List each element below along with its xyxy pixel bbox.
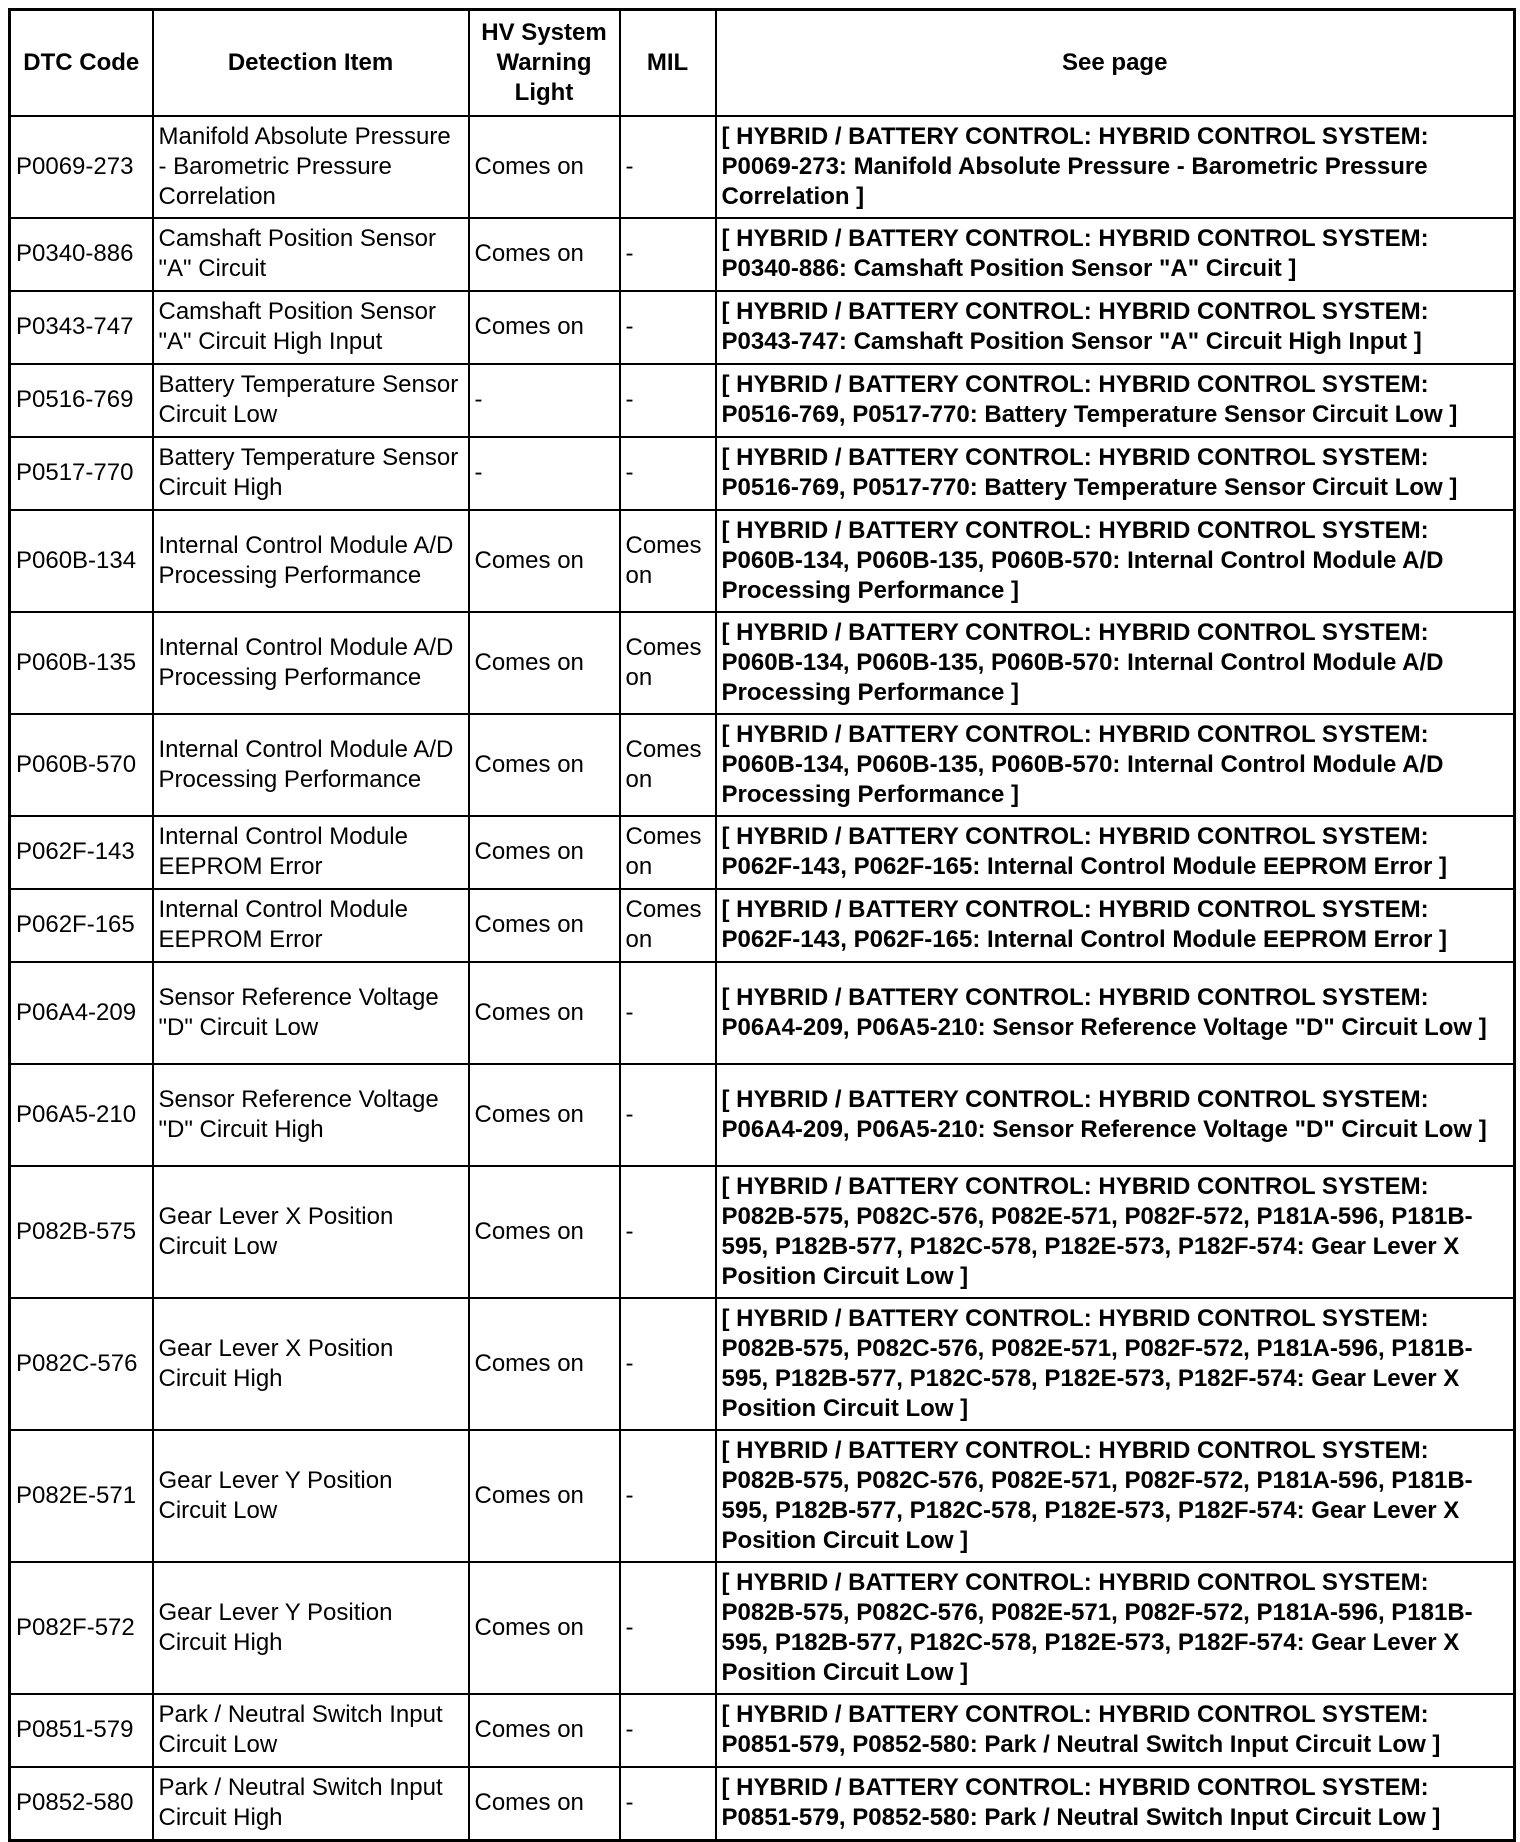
see-page-link[interactable]: [ HYBRID / BATTERY CONTROL: HYBRID CONTROL SYSTEM: P0343-747: Camshaft Position Sensor "A" Circuit High Input ] (716, 291, 1515, 364)
hv-warning-light-cell: Comes on (469, 510, 620, 612)
detection-item-cell: Gear Lever X Position Circuit High (153, 1298, 469, 1430)
dtc-code-cell: P0517-770 (10, 437, 153, 510)
see-page-link[interactable]: [ HYBRID / BATTERY CONTROL: HYBRID CONTROL SYSTEM: P082B-575, P082C-576, P082E-571, P082F-572, P181A-596, P181B-595, P182B-577, P182C-578, P182E-573, P182F-574: Gear Lever X Position Circuit Low ] (716, 1298, 1515, 1430)
table-body (10, 116, 1515, 1841)
see-page-link[interactable]: [ HYBRID / BATTERY CONTROL: HYBRID CONTROL SYSTEM: P082B-575, P082C-576, P082E-571, P082F-572, P181A-596, P181B-595, P182B-577, P182C-578, P182E-573, P182F-574: Gear Lever X Position Circuit Low ] (716, 1166, 1515, 1298)
detection-item-cell: Internal Control Module EEPROM Error (153, 889, 469, 962)
header-row (10, 10, 1515, 116)
dtc-code-cell: P0069-273 (10, 116, 153, 218)
hv-warning-light-cell: Comes on (469, 218, 620, 291)
dtc-code-cell: P060B-570 (10, 714, 153, 816)
hv-warning-light-cell: Comes on (469, 714, 620, 816)
see-page-link[interactable]: [ HYBRID / BATTERY CONTROL: HYBRID CONTROL SYSTEM: P0516-769, P0517-770: Battery Temperature Sensor Circuit Low ] (716, 364, 1515, 437)
table-row (10, 816, 1515, 889)
detection-item-cell: Battery Temperature Sensor Circuit High (153, 437, 469, 510)
table-row (10, 364, 1515, 437)
hv-warning-light-cell: - (469, 364, 620, 437)
mil-cell: - (620, 1767, 716, 1841)
mil-cell: - (620, 116, 716, 218)
dtc-code-cell: P0516-769 (10, 364, 153, 437)
header-mil: MIL (620, 10, 716, 116)
hv-warning-light-cell: Comes on (469, 1166, 620, 1298)
detection-item-cell: Gear Lever Y Position Circuit Low (153, 1430, 469, 1562)
see-page-link[interactable]: [ HYBRID / BATTERY CONTROL: HYBRID CONTROL SYSTEM: P062F-143, P062F-165: Internal Control Module EEPROM Error ] (716, 889, 1515, 962)
table-row (10, 437, 1515, 510)
detection-item-cell: Manifold Absolute Pressure - Barometric Pressure Correlation (153, 116, 469, 218)
hv-warning-light-cell: Comes on (469, 612, 620, 714)
hv-warning-light-cell: Comes on (469, 1694, 620, 1767)
hv-warning-light-cell: Comes on (469, 116, 620, 218)
mil-cell: - (620, 962, 716, 1064)
see-page-link[interactable]: [ HYBRID / BATTERY CONTROL: HYBRID CONTROL SYSTEM: P060B-134, P060B-135, P060B-570: Internal Control Module A/D Processing Performance ] (716, 612, 1515, 714)
table-row (10, 218, 1515, 291)
dtc-code-cell: P062F-143 (10, 816, 153, 889)
table-row (10, 510, 1515, 612)
mil-cell: Comes on (620, 510, 716, 612)
detection-item-cell: Battery Temperature Sensor Circuit Low (153, 364, 469, 437)
mil-cell: - (620, 437, 716, 510)
dtc-code-cell: P082B-575 (10, 1166, 153, 1298)
hv-warning-light-cell: Comes on (469, 1562, 620, 1694)
mil-cell: - (620, 291, 716, 364)
detection-item-cell: Gear Lever X Position Circuit Low (153, 1166, 469, 1298)
detection-item-cell: Camshaft Position Sensor "A" Circuit High Input (153, 291, 469, 364)
mil-cell: - (620, 1298, 716, 1430)
detection-item-cell: Park / Neutral Switch Input Circuit Low (153, 1694, 469, 1767)
table-row (10, 291, 1515, 364)
hv-warning-light-cell: - (469, 437, 620, 510)
table-row (10, 1166, 1515, 1298)
dtc-code-cell: P0851-579 (10, 1694, 153, 1767)
table-row (10, 1064, 1515, 1166)
mil-cell: - (620, 1694, 716, 1767)
dtc-code-cell: P062F-165 (10, 889, 153, 962)
detection-item-cell: Sensor Reference Voltage "D" Circuit High (153, 1064, 469, 1166)
mil-cell: - (620, 218, 716, 291)
detection-item-cell: Gear Lever Y Position Circuit High (153, 1562, 469, 1694)
see-page-link[interactable]: [ HYBRID / BATTERY CONTROL: HYBRID CONTROL SYSTEM: P0516-769, P0517-770: Battery Temperature Sensor Circuit Low ] (716, 437, 1515, 510)
detection-item-cell: Internal Control Module A/D Processing Performance (153, 612, 469, 714)
table-row (10, 889, 1515, 962)
hv-warning-light-cell: Comes on (469, 291, 620, 364)
header-detection-item: Detection Item (153, 10, 469, 116)
dtc-code-cell: P082C-576 (10, 1298, 153, 1430)
see-page-link[interactable]: [ HYBRID / BATTERY CONTROL: HYBRID CONTROL SYSTEM: P06A4-209, P06A5-210: Sensor Reference Voltage "D" Circuit Low ] (716, 1064, 1515, 1166)
dtc-code-cell: P0343-747 (10, 291, 153, 364)
dtc-code-cell: P082E-571 (10, 1430, 153, 1562)
dtc-code-cell: P06A5-210 (10, 1064, 153, 1166)
detection-item-cell: Sensor Reference Voltage "D" Circuit Low (153, 962, 469, 1064)
mil-cell: Comes on (620, 889, 716, 962)
dtc-code-cell: P06A4-209 (10, 962, 153, 1064)
see-page-link[interactable]: [ HYBRID / BATTERY CONTROL: HYBRID CONTROL SYSTEM: P0851-579, P0852-580: Park / Neutral Switch Input Circuit Low ] (716, 1767, 1515, 1841)
dtc-code-cell: P0340-886 (10, 218, 153, 291)
hv-warning-light-cell: Comes on (469, 816, 620, 889)
header-see-page: See page (716, 10, 1515, 116)
see-page-link[interactable]: [ HYBRID / BATTERY CONTROL: HYBRID CONTROL SYSTEM: P062F-143, P062F-165: Internal Control Module EEPROM Error ] (716, 816, 1515, 889)
table-row (10, 714, 1515, 816)
table-row (10, 1767, 1515, 1841)
dtc-code-cell: P060B-135 (10, 612, 153, 714)
hv-warning-light-cell: Comes on (469, 1064, 620, 1166)
mil-cell: - (620, 1166, 716, 1298)
header-hv-warning-light: HV System Warning Light (469, 10, 620, 116)
table-row (10, 962, 1515, 1064)
see-page-link[interactable]: [ HYBRID / BATTERY CONTROL: HYBRID CONTROL SYSTEM: P060B-134, P060B-135, P060B-570: Internal Control Module A/D Processing Performance ] (716, 510, 1515, 612)
hv-warning-light-cell: Comes on (469, 1430, 620, 1562)
detection-item-cell: Internal Control Module A/D Processing Performance (153, 714, 469, 816)
hv-warning-light-cell: Comes on (469, 889, 620, 962)
mil-cell: - (620, 1064, 716, 1166)
hv-warning-light-cell: Comes on (469, 1298, 620, 1430)
hv-warning-light-cell: Comes on (469, 1767, 620, 1841)
table-row (10, 1694, 1515, 1767)
table-row (10, 612, 1515, 714)
detection-item-cell: Park / Neutral Switch Input Circuit High (153, 1767, 469, 1841)
header-dtc-code: DTC Code (10, 10, 153, 116)
dtc-code-cell: P0852-580 (10, 1767, 153, 1841)
mil-cell: - (620, 1430, 716, 1562)
table-row (10, 1562, 1515, 1694)
mil-cell: Comes on (620, 816, 716, 889)
dtc-code-cell: P060B-134 (10, 510, 153, 612)
see-page-link[interactable]: [ HYBRID / BATTERY CONTROL: HYBRID CONTROL SYSTEM: P082B-575, P082C-576, P082E-571, P082F-572, P181A-596, P181B-595, P182B-577, P182C-578, P182E-573, P182F-574: Gear Lever X Position Circuit Low ] (716, 1562, 1515, 1694)
see-page-link[interactable]: [ HYBRID / BATTERY CONTROL: HYBRID CONTROL SYSTEM: P0069-273: Manifold Absolute Pressure - Barometric Pressure Correlation ] (716, 116, 1515, 218)
see-page-link[interactable]: [ HYBRID / BATTERY CONTROL: HYBRID CONTROL SYSTEM: P060B-134, P060B-135, P060B-570: Internal Control Module A/D Processing Performance ] (716, 714, 1515, 816)
see-page-link[interactable]: [ HYBRID / BATTERY CONTROL: HYBRID CONTROL SYSTEM: P0340-886: Camshaft Position Sensor "A" Circuit ] (716, 218, 1515, 291)
dtc-code-cell: P082F-572 (10, 1562, 153, 1694)
mil-cell: - (620, 364, 716, 437)
see-page-link[interactable]: [ HYBRID / BATTERY CONTROL: HYBRID CONTROL SYSTEM: P0851-579, P0852-580: Park / Neutral Switch Input Circuit Low ] (716, 1694, 1515, 1767)
see-page-link[interactable]: [ HYBRID / BATTERY CONTROL: HYBRID CONTROL SYSTEM: P082B-575, P082C-576, P082E-571, P082F-572, P181A-596, P181B-595, P182B-577, P182C-578, P182E-573, P182F-574: Gear Lever X Position Circuit Low ] (716, 1430, 1515, 1562)
detection-item-cell: Internal Control Module A/D Processing Performance (153, 510, 469, 612)
mil-cell: Comes on (620, 612, 716, 714)
mil-cell: Comes on (620, 714, 716, 816)
detection-item-cell: Camshaft Position Sensor "A" Circuit (153, 218, 469, 291)
table-row (10, 116, 1515, 218)
see-page-link[interactable]: [ HYBRID / BATTERY CONTROL: HYBRID CONTROL SYSTEM: P06A4-209, P06A5-210: Sensor Reference Voltage "D" Circuit Low ] (716, 962, 1515, 1064)
mil-cell: - (620, 1562, 716, 1694)
table-row (10, 1298, 1515, 1430)
detection-item-cell: Internal Control Module EEPROM Error (153, 816, 469, 889)
table-row (10, 1430, 1515, 1562)
hv-warning-light-cell: Comes on (469, 962, 620, 1064)
dtc-table (8, 8, 1516, 1842)
